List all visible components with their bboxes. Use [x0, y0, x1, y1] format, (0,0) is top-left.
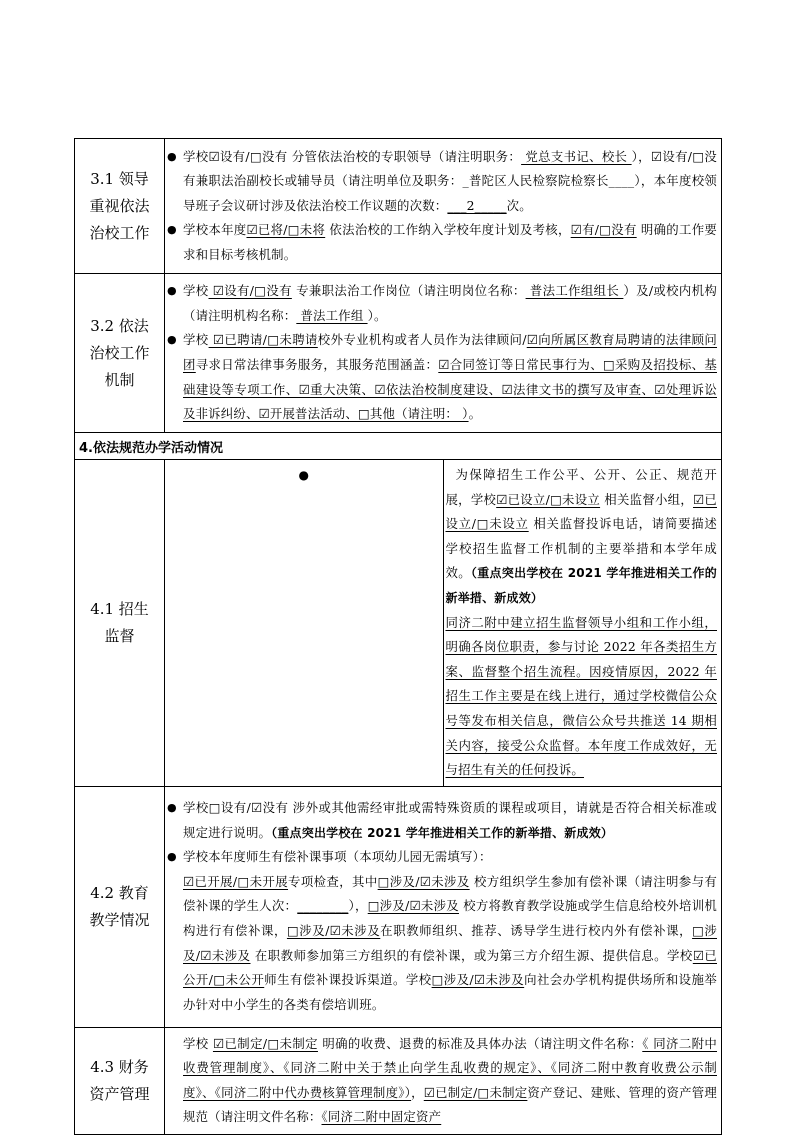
- paragraph: ● 学校本年度师生有偿补课事项（本项幼儿园无需填写）：: [169, 845, 717, 870]
- row-3-2: [75, 274, 722, 433]
- checkbox-group[interactable]: □设有/☑没有: [208, 800, 289, 816]
- paragraph: 学校 ☑已制定/□未制定 明确的收费、退费的标准及具体办法（请注明文件名称：《 同济二附中收费管理制度》、《同济二附中关于禁止向学生乱收费的规定》、《同济二附中教育收费公示制度》、《同济二附中代办费核算管理制度》），☑已制定/□未制定资产登记、建账、管理的资产管理规范（请注明文件名称：《同济二附中固定资产: [183, 1035, 718, 1125]
- service-scope-checklist[interactable]: ☑合同签订等日常民事行为、□采购及招投标、基础建设等专项工作、☑重大决策、☑依法治校制度建设、☑法律文书的撰写及审查、☑处理诉讼及非诉纠纷、☑开展普法活动、□其他（请注明： ）: [183, 357, 717, 422]
- bullet-column: [165, 460, 444, 787]
- checkbox-group[interactable]: ☑设有/□没有: [208, 283, 292, 299]
- checkbox-group[interactable]: □涉及/☑未涉及: [286, 923, 381, 939]
- checkbox-group[interactable]: ☑有/□没有: [570, 222, 637, 238]
- row-4-2: [75, 786, 722, 1027]
- paragraph: ● 学校 ☑设有/□没有 专兼职法治工作岗位（请注明岗位名称： 普法工作组组长 ）及/或校内机构（请注明机构名称： 普法工作组 ）。: [169, 279, 717, 328]
- filled-field[interactable]: ________: [297, 898, 349, 914]
- row-3-1: [75, 139, 722, 274]
- checkbox-group[interactable]: □涉及/☑未涉及: [367, 898, 459, 914]
- filled-field[interactable]: _普陀区人民检察院检察长____: [462, 173, 635, 189]
- row-4-1: [75, 460, 722, 787]
- filled-field[interactable]: 《 同济二附中收费管理制度》、《同济二附中关于禁止向学生乱收费的规定》、《同济二附中教育收费公示制度》、《同济二附中代办费核算管理制度》）: [183, 1035, 718, 1100]
- bullet-icon: ●: [167, 223, 177, 237]
- bullet-icon: ●: [167, 333, 177, 347]
- filled-field[interactable]: ___2_____: [447, 197, 507, 213]
- filled-field[interactable]: 普法工作组组长: [525, 283, 624, 299]
- checkbox-group[interactable]: ☑已聘请/□未聘请: [208, 332, 318, 348]
- checkbox-group[interactable]: ☑已制定/□未制定: [423, 1084, 528, 1100]
- bullet-icon: ●: [298, 468, 309, 482]
- checkbox-group[interactable]: ☑向所属区教育局聘请的法律顾问团: [183, 332, 718, 372]
- content-4-3: [165, 1027, 722, 1134]
- checkbox-group[interactable]: ☑设有/□没有: [183, 148, 717, 189]
- section-label-4-2: 4.2 教育 教学情况: [75, 786, 165, 1027]
- bullet-icon: ●: [167, 850, 177, 864]
- checkbox-group[interactable]: ☑已公开/□未公开: [183, 947, 717, 988]
- row-4-3: [75, 1027, 722, 1134]
- section-label-4-1: 4.1 招生 监督: [75, 460, 165, 787]
- paragraph: ● 学校 ☑已聘请/□未聘请校外专业机构或者人员作为法律顾问/☑向所属区教育局聘请的法律顾问团寻求日常法律事务服务，其服务范围涵盖：☑合同签订等日常民事行为、□采购及招投标、基础建设等专项工作、☑重大决策、☑依法治校制度建设、☑法律文书的撰写及审查、☑处理诉讼及非诉纠纷、☑开展普法活动、□其他（请注明： ）。: [169, 328, 717, 426]
- filled-field[interactable]: 党总支书记、校长: [521, 148, 632, 164]
- bullet-icon: ●: [167, 284, 177, 298]
- checkbox-group[interactable]: ☑设有/□没有: [208, 148, 288, 164]
- paragraph: ☑已开展/□未开展专项检查，其中□涉及/☑未涉及 校方组织学生参加有偿补课（请注明参与有偿补课的学生人次：________），□涉及/☑未涉及 校方将教育教学设施或学生信息给校外培训机构进行有偿补课，□涉及/☑未涉及在职教师组织、推荐、诱导学生进行校内外有偿补课，□涉及/☑未涉及 在职教师参加第三方组织的有偿补课，或为第三方介绍生源、提供信息。学校☑已公开/□未公开师生有偿补课投诉渠道。学校□涉及/☑未涉及向社会办学机构提供场所和设施举办针对中小学生的各类有偿培训班。: [183, 873, 717, 1012]
- checkbox-group[interactable]: □涉及/☑未涉及: [183, 923, 717, 963]
- content-4-1: [443, 460, 722, 787]
- checkbox-group[interactable]: □涉及/☑未涉及: [431, 972, 525, 988]
- section-label-3-1: 3.1 领导 重视依法 治校工作: [75, 139, 165, 274]
- content-3-1: [165, 139, 722, 274]
- checkbox-group[interactable]: □涉及/☑未涉及: [377, 873, 470, 889]
- section-heading: 4.依法规范办学活动情况: [75, 433, 722, 460]
- answer-text[interactable]: 同济二附中建立招生监督领导小组和工作小组，明确各岗位职责，参与讨论 2022 年各类招生方案、监督整个招生流程。因疫情原因，2022 年招生工作主要是在线上进行，通过学校微信公众号等发布相关信息，微信公众号共推送 14 期相关内容，接受公众监督。本年度工作成效好，无与招生有关的任何投诉。: [445, 614, 717, 778]
- report-table: [74, 138, 722, 1135]
- content-4-2: [165, 786, 722, 1027]
- paragraph: 为保障招生工作公平、公开、公正、规范开展，学校☑已设立/□未设立 相关监督小组，☑已设立/□未设立 相关监督投诉电话，请简要描述学校招生监督工作机制的主要举措和本学年成效。（重点突出学校在 2021 学年推进相关工作的新举措、新成效）: [445, 467, 718, 605]
- form-page: [74, 138, 722, 1135]
- checkbox-group[interactable]: ☑已制定/□未制定: [212, 1035, 318, 1051]
- checkbox-group[interactable]: ☑已开展/□未开展: [183, 873, 289, 889]
- paragraph: ● 学校□设有/☑没有 涉外或其他需经审批或需特殊资质的课程或项目，请就是否符合相关标准或规定进行说明。（重点突出学校在 2021 学年推进相关工作的新举措、新成效）: [169, 796, 717, 845]
- checkbox-group[interactable]: ☑已将/□未将: [246, 222, 326, 238]
- section-label-3-2: 3.2 依法 治校工作 机制: [75, 274, 165, 433]
- bullet-icon: ●: [167, 801, 177, 815]
- filled-field[interactable]: 普法工作组: [296, 307, 368, 323]
- filled-field[interactable]: 《同济二附中固定资产: [321, 1109, 442, 1125]
- paragraph: ● 学校☑设有/□没有 分管依法治校的专职领导（请注明职务： 党总支书记、校长 ），☑设有/□没有兼职法治副校长或辅导员（请注明单位及职务：_普陀区人民检察院检察长____），本年度校领导班子会议研讨涉及依法治校工作议题的次数：___2_____次。: [169, 145, 717, 219]
- checkbox-group[interactable]: ☑已设立/□未设立: [445, 491, 717, 532]
- paragraph: ● 学校本年度☑已将/□未将 依法治校的工作纳入学校年度计划及考核，☑有/□没有 明确的工作要求和目标考核机制。: [169, 218, 717, 267]
- content-3-2: [165, 274, 722, 433]
- row-section-4: [75, 433, 722, 460]
- section-label-4-3: 4.3 财务 资产管理: [75, 1027, 165, 1134]
- bullet-icon: ●: [167, 149, 177, 163]
- checkbox-group[interactable]: ☑已设立/□未设立: [496, 491, 601, 507]
